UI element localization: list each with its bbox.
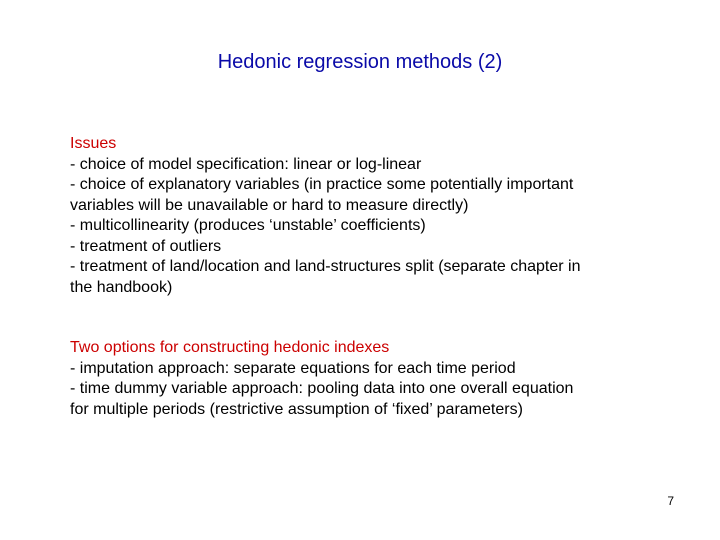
issues-line: - multicollinearity (produces ‘unstable’ coefficients) — [70, 217, 426, 234]
slide-title: Hedonic regression methods (2) — [217, 51, 503, 73]
options-line: for multiple periods (restrictive assumption of ‘fixed’ parameters) — [70, 400, 523, 418]
options-heading: Two options for constructing hedonic indexes — [70, 339, 390, 356]
options-line: - imputation approach: separate equations for each time period — [70, 359, 516, 377]
issues-line: - treatment of land/location and land-structures split (separate chapter in — [70, 258, 581, 275]
issues-line: the handbook) — [70, 278, 173, 296]
page-number: 7 — [667, 494, 674, 508]
issues-line: variables will be unavailable or hard to measure directly) — [70, 196, 469, 214]
options-line: - time dummy variable approach: pooling data into one overall equation — [70, 380, 574, 397]
issues-heading: Issues — [70, 135, 117, 152]
issues-line: - choice of explanatory variables (in practice some potentially important — [70, 176, 574, 193]
issues-section — [70, 134, 670, 298]
issues-line: - treatment of outliers — [70, 237, 222, 255]
issues-line: - choice of model specification: linear or log-linear — [70, 155, 422, 173]
options-section — [70, 338, 670, 420]
